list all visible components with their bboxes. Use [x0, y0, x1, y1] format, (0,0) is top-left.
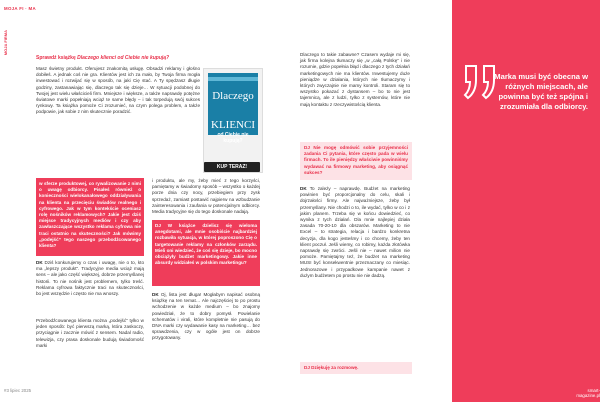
answer-3: DK To zależy – naprawdę. Budżet na marketing powinien być proporcjonalny do celu, skali i dojrzałości firmy. Ale najważniejsze, żeby był przemyślany. Nie chodzi o to, ile wydać, tylko w co i z jakim planem. Trzeba się w końcu dowiedzieć, co wynika z tych działań. Dla mnie najlepiej działa zasada 70-20-10 dla obszarów. Marketing to nie Excel – to strategia, relacja i bardzo konkretna decyzja, dla kogo jesteśmy i co chcemy, żeby ten klient poczuł. Jeśli wiemy, co robimy, każda złotówka naprawdę się zwróci. Jeśli nie – nawet milion nie pomoże. Pamiętajmy też, że budżet na marketing MUSI być konsekwentnie przeznaczany co miesiąc. Jednorazowe i przypadkowe kampanie nawet z dużym budżetem po prostu nie nie dadzą. — [300, 186, 410, 278]
buy-now-button[interactable]: KUP TERAZ! — [204, 162, 260, 172]
col3-top-text: Dlaczego to takie zabawne? Czasem wydaje mi się, jak firma kolejna tłumaczy się „w „całą Polskę” i nie rozumie, gdzie popełnia błąd i dlaczego z tych działań marketingowych nie ma klientów. Inwestujemy duże pieniądze w działania, których nie tłumaczymy i których zwyczajnie nie mamy kontroli. Staram się to wszystko pokazać z dystansem – bo to nie jest tajemnicą, ale z ludzi, tylko z systemów, które nie mają kontaktu z rzeczywistością klienta. — [300, 52, 410, 107]
pull-quote: Marka musi być obecna w różnych miejscach, ale powinna być też spójna i zrozumiała dla odbiorcy. — [494, 72, 588, 111]
col2-top-text: i produktu, ale my, żeby mieć z tego korzyści, pamiętamy w świadomy sposób – wszystko o każdej porze dnia czy nocy, przebiegiem przy zysk sprzedaż, zamiast postawić najpierw na wzbudzanie zainteresowania i zaufania w potencjalnym odbiorcy. Media tradycyjne się do tego doskonale nadają. — [152, 178, 260, 215]
thanks-box: DJ Dziękuję za rozmowę. — [300, 362, 412, 374]
book-title-line1: Dlaczego — [212, 90, 254, 102]
site-url[interactable]: smart-magazine.pl — [576, 388, 600, 398]
question-box-3: DJ Nie mogę odmówić sobie przyjemności zadania Ci pytania, które często pada w wielu firmach. To ile pieniędzy właściwie powinniśmy wydawać na firmowy marketing, aby osiągnąć sukces? — [300, 142, 412, 180]
promo-label — [36, 55, 169, 61]
issue-date: #3 lipiec 2025 — [4, 388, 32, 393]
speaker-initials-dj-3: DJ — [304, 365, 310, 370]
book-cover-card[interactable] — [203, 68, 263, 173]
speaker-initials-dk: DK — [36, 260, 43, 265]
answer-2: DK Oj, lista jest długa! Mogłabym napisać osobną książkę na ten temat… Ale najczęściej to po prostu wchodzenie w każde medium – bo znajomy powiedział, że to dobry pomysł. Powielanie schematów i virali, które kompletnie nie pasują do DNA marki czy wydawanie kasy na marketing… bez sprawdzenia, czy w ogóle jest on dobrze przygotowany. — [152, 292, 260, 341]
question-box-2: DJ W książce dzielisz się wieloma anegdotami, ale mnie osobiście najbardziej rozbawiła sytuacja, w której poproszono Cię o targetowanie reklamy na członków zarządu. Mieli oni wiedzieć, że coś się dzieje, bo mocno obciążyły budżet marketingowy. Jakie inne absurdy widziałeś w polskim marketingu? — [152, 220, 260, 286]
promo-label-title: Dlaczego klienci od Ciebie nie kupują? — [77, 55, 170, 61]
promo-label-prefix: Sprawdź książkę — [36, 55, 76, 61]
col1-top-text: Masz świetny produkt. Oferujesz znakomitą usługę. Obsadzi reklamy i głośno dobiłeś. A jednak coś nie gra. Klientów jest ich za mało, by Twoja firma mogła inwestować i rozwijać się w sposób, na jaki Cię stać. A Ty spędzasz długie godziny, zastanawiając się, dlaczego tak się dzieje… W sytuacji podobnej do Twojej jest wielu właścicieli firm. Mniejsze i większe, a także naprawdę potężne światowe marki popełniają wciąż te same błędy – i tak torpedują swój sukces rynkowy. Ta książka pomoże Ci zrozumieć, na czym polega problem, a także podpowie, jak sobie z nim skutecznie poradzić. — [36, 66, 200, 115]
speaker-initials-dk-3: DK — [300, 186, 307, 191]
book-title-line2: KLIENCI — [211, 119, 255, 131]
book-cover — [208, 73, 258, 144]
book-title-line3: od Ciebie nie kupują? — [217, 132, 249, 144]
section-mark: MOJA FI · MA — [4, 6, 36, 11]
question-box-1: w sferze produktowej, co rywalizowanie z nimi o uwagę odbiorcy. Pisałeś również o konieczności wielokanałowego oddziaływania na klienta na przecięciu świadów realnego i cyfrowego. Jak w tym kontekście oceniasz rolę nośników reklamowych? Jakie jest dziś miejsce tradycyjnych mediów i czy aby zawłaszczające wszystko reklama cyfrowa nie traci ostatnio na skuteczności? Jak mówimy „podejść” tego naszego przebodźcowanego klienta? — [36, 178, 144, 256]
red-side-panel — [452, 0, 600, 402]
col1-bottom-text: Przebodźcowanego klienta można „podejść” tylko w jeden sposób: być pierwszą marką, która zaskoczy, przyciągnie i zacznie mówić z sensem. Nadal radio, telewizja, czy prasa doskonale budują świadomość marki — [36, 318, 144, 348]
answer-1: DK Dziś konkurujemy o czas i uwagę, nie o to, kto ma „lepszy produkt”. Tradycyjne media wciąż mają sens – ale jako część większej, dobrze przemyślanej historii. To nie nośnik jest problemem, tylko treść. Reklama cyfrowa faktycznie traci na skuteczności, bo jest wszędzie i często nie ma wnoszy. — [36, 260, 145, 297]
speaker-initials-dk-2: DK — [152, 292, 159, 297]
speaker-initials-dj-2: DJ — [304, 145, 310, 150]
speaker-initials-dj: DJ — [155, 223, 161, 228]
side-section-label: MOJA FIRMA — [3, 30, 8, 56]
